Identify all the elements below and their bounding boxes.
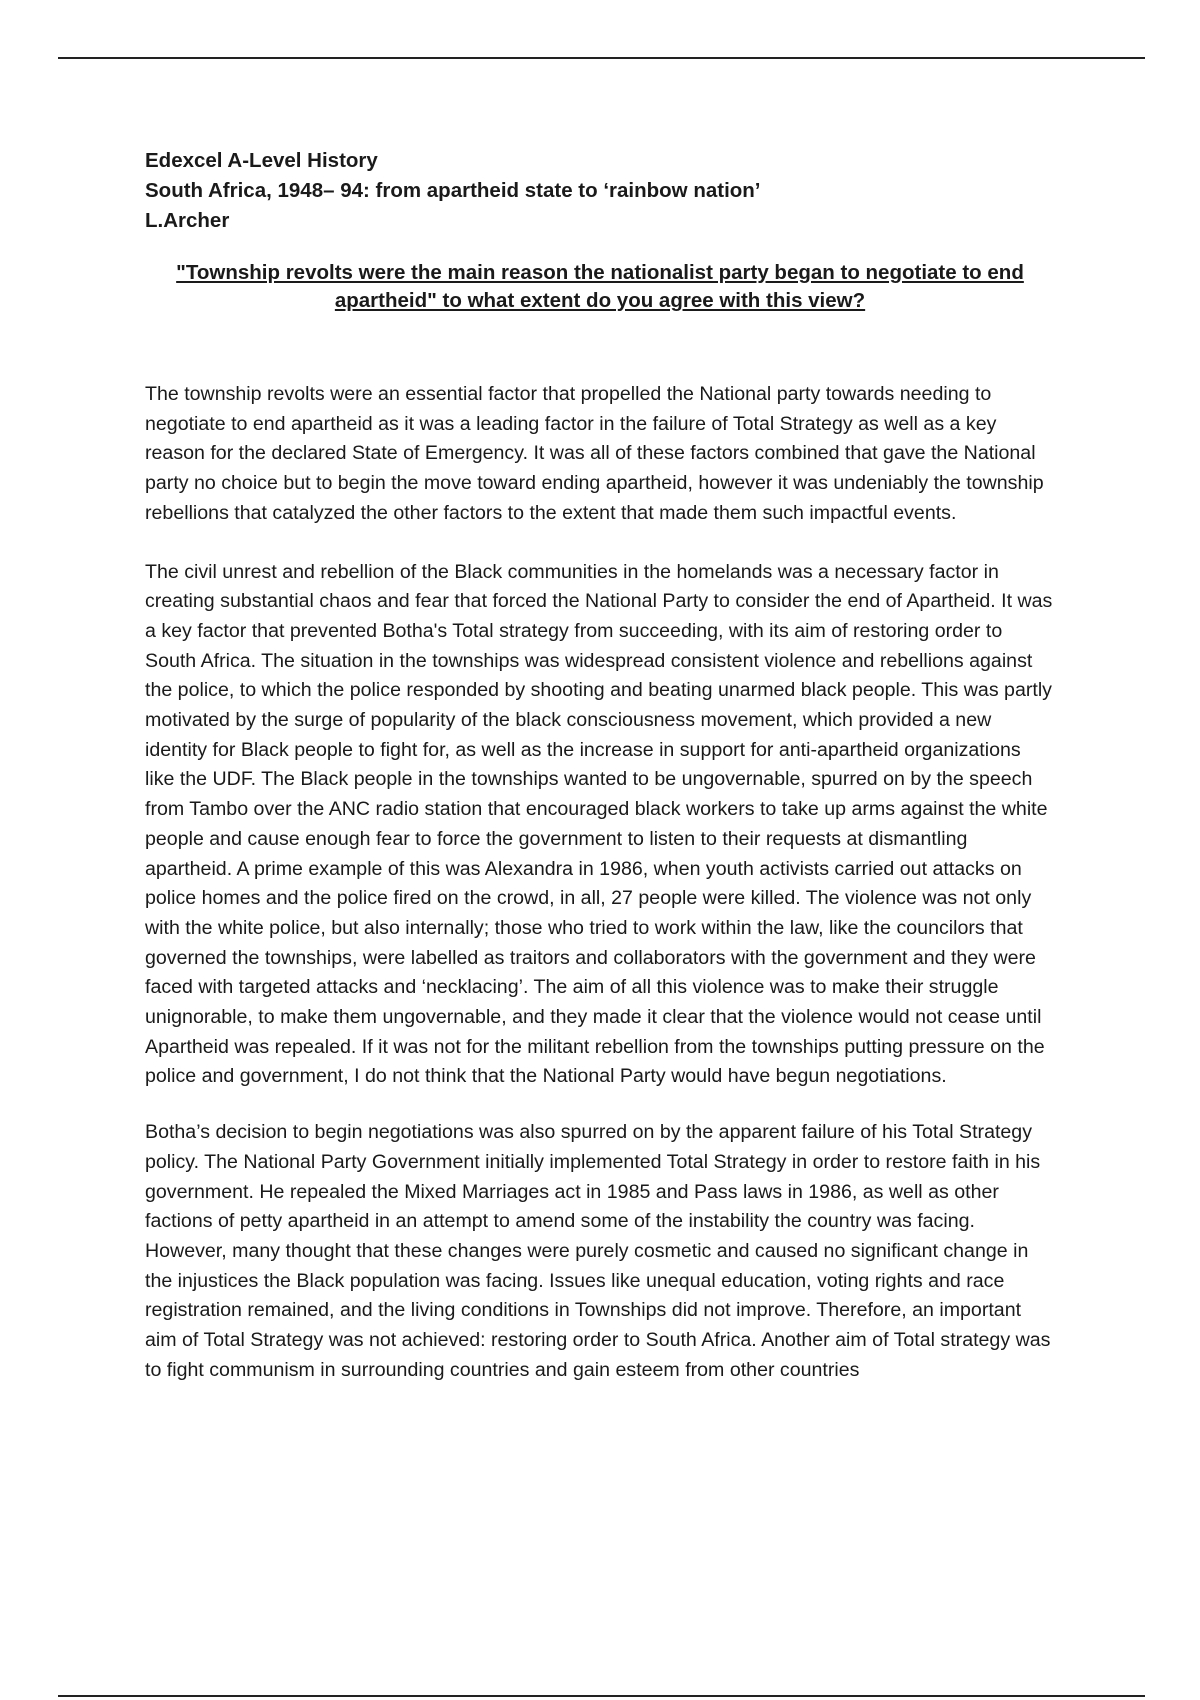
top-rule <box>58 57 1145 59</box>
essay-question: "Township revolts were the main reason the nationalist party began to negotiate to end apartheid" to what extent do you agree with this view? <box>176 261 1024 312</box>
document-body <box>145 146 1055 1386</box>
author-name: L.Archer <box>145 209 230 232</box>
course-title: Edexcel A-Level History <box>145 149 378 172</box>
paragraph: The township revolts were an essential factor that propelled the National party towards needing to negotiate to end apartheid as it was a leading factor in the failure of Total Strategy as well as a key reason for the declared State of Emergency. It was all of these factors combined that gave the National party no choice but to begin the move toward ending apartheid, however it was undeniably the township rebellions that catalyzed the other factors to the extent that made them such impactful events. <box>145 383 1044 524</box>
topic-title: South Africa, 1948– 94: from apartheid state to ‘rainbow nation’ <box>145 179 761 202</box>
paragraph: The civil unrest and rebellion of the Black communities in the homelands was a necessary factor in creating substantial chaos and fear that forced the National Party to consider the end of Apartheid. It was a key factor that prevented Botha's Total strategy from succeeding, with its aim of restoring order to South Africa. The situation in the townships was widespread consistent violence and rebellions against the police, to which the police responded by shooting and beating unarmed black people. This was partly motivated by the surge of popularity of the black consciousness movement, which provided a new identity for Black people to fight for, as well as the increase in support for anti-apartheid organizations like the UDF. The Black people in the townships wanted to be ungovernable, spurred on by the speech from Tambo over the ANC radio station that encouraged black workers to take up arms against the white people and cause enough fear to force the government to listen to their requests at dismantling apartheid. A prime example of this was Alexandra in 1986, when youth activists carried out attacks on police homes and the police fired on the crowd, in all, 27 people were killed. The violence was not only with the white police, but also internally; those who tried to work within the law, like the councilors that governed the townships, were labelled as traitors and collaborators with the government and they were faced with targeted attacks and ‘necklacing’. The aim of all this violence was to make their struggle unignorable, to make them ungovernable, and they made it clear that the violence would not cease until Apartheid was repealed. If it was not for the militant rebellion from the townships putting pressure on the police and government, I do not think that the National Party would have begun negotiations. <box>145 560 1053 1088</box>
paragraph: Botha’s decision to begin negotiations was also spurred on by the apparent failure of his Total Strategy policy. The National Party Government initially implemented Total Strategy in order to restore faith in his government. He repealed the Mixed Marriages act in 1985 and Pass laws in 1986, as well as other factions of petty apartheid in an attempt to amend some of the instability the country was facing. However, many thought that these changes were purely cosmetic and caused no significant change in the injustices the Black population was facing. Issues like unequal education, voting rights and race registration remained, and the living conditions in Townships did not improve. Therefore, an important aim of Total Strategy was not achieved: restoring order to South Africa. Another aim of Total strategy was to fight communism in surrounding countries and gain esteem from other countries <box>145 1121 1051 1381</box>
bottom-rule <box>58 1695 1145 1697</box>
